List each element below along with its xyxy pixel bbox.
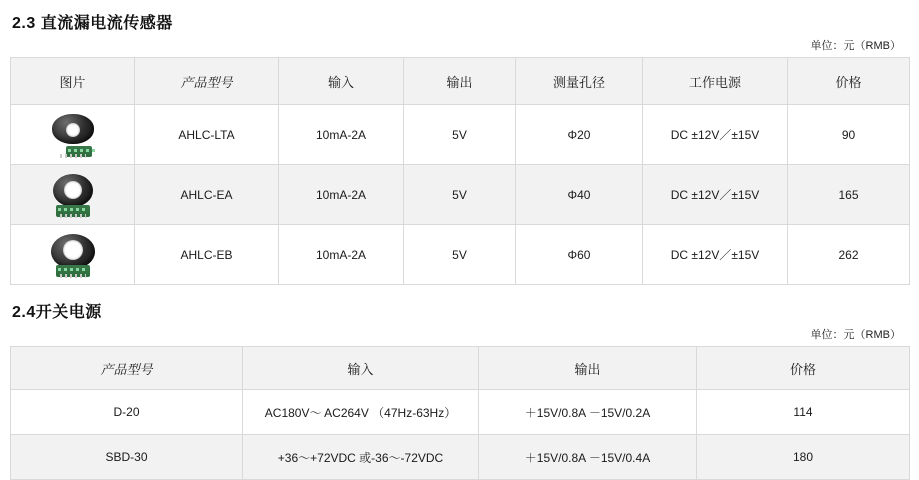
cell-output: ＋15V/0.8A －15V/0.2A (479, 390, 697, 435)
table-row (11, 435, 910, 480)
col-header-input: 输入 (243, 347, 479, 390)
table-header-row (11, 347, 910, 390)
cell-price: 90 (788, 105, 910, 165)
table-header-row (11, 58, 910, 105)
cell-output: 5V (404, 225, 516, 285)
cell-price: 262 (788, 225, 910, 285)
cell-output: ＋15V/0.8A －15V/0.4A (479, 435, 697, 480)
cell-price: 180 (697, 435, 910, 480)
col-header-output: 输出 (479, 347, 697, 390)
cell-model: AHLC-EB (135, 225, 279, 285)
cell-input: AC180V～ AC264V （47Hz-63Hz） (243, 390, 479, 435)
cell-aperture: Φ20 (516, 105, 643, 165)
table-row (11, 390, 910, 435)
col-header-image: 图片 (11, 58, 135, 105)
col-header-input: 输入 (279, 58, 404, 105)
section-title-24: 2.4开关电源 (12, 304, 102, 321)
current-sensor-icon (44, 232, 102, 278)
cell-input: +36～+72VDC 或-36～-72VDC (243, 435, 479, 480)
cell-input: 10mA-2A (279, 165, 404, 225)
cell-model: SBD-30 (11, 435, 243, 480)
current-sensor-icon (44, 172, 102, 218)
current-sensor-icon (44, 112, 102, 158)
cell-input: 10mA-2A (279, 105, 404, 165)
cell-power: DC ±12V／±15V (643, 165, 788, 225)
col-header-aperture: 测量孔径 (516, 58, 643, 105)
cell-model: D-20 (11, 390, 243, 435)
cell-output: 5V (404, 165, 516, 225)
col-header-price: 价格 (697, 347, 910, 390)
section-title-23: 2.3 直流漏电流传感器 (12, 15, 173, 32)
cell-power: DC ±12V／±15V (643, 225, 788, 285)
cell-output: 5V (404, 105, 516, 165)
col-header-model: 产品型号 (135, 58, 279, 105)
cell-aperture: Φ40 (516, 165, 643, 225)
table-dc-leakage-sensors (10, 57, 910, 285)
col-header-price: 价格 (788, 58, 910, 105)
cell-input: 10mA-2A (279, 225, 404, 285)
document-page (0, 10, 919, 477)
unit-note-24: 单位：元（RMB） (810, 329, 901, 341)
col-header-model: 产品型号 (11, 347, 243, 390)
product-image-cell (11, 105, 135, 165)
product-image-cell (11, 165, 135, 225)
cell-price: 114 (697, 390, 910, 435)
product-image-cell (11, 225, 135, 285)
col-header-output: 输出 (404, 58, 516, 105)
unit-note-23: 单位：元（RMB） (810, 40, 901, 52)
table-row (11, 105, 910, 165)
cell-price: 165 (788, 165, 910, 225)
col-header-power: 工作电源 (643, 58, 788, 105)
cell-model: AHLC-LTA (135, 105, 279, 165)
table-row (11, 225, 910, 285)
table-row (11, 165, 910, 225)
cell-model: AHLC-EA (135, 165, 279, 225)
table-switching-power-supply (10, 346, 910, 480)
cell-power: DC ±12V／±15V (643, 105, 788, 165)
cell-aperture: Φ60 (516, 225, 643, 285)
